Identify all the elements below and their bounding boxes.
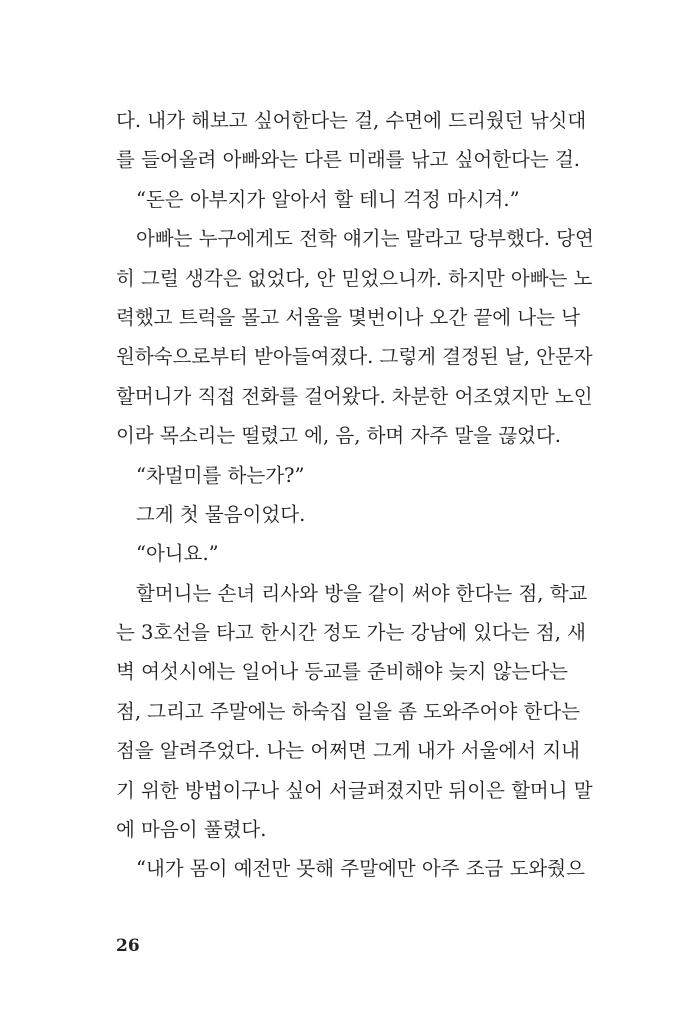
text-line: 원하숙으로부터 받아들여졌다. 그렇게 결정된 날, 안문자: [116, 345, 593, 369]
text-line: 를 들어올려 아빠와는 다른 미래를 낚고 싶어한다는 걸.: [116, 148, 581, 172]
text-line: 이라 목소리는 떨렸고 에, 음, 하며 자주 말을 끊었다.: [116, 424, 561, 448]
text-line: 점을 알려주었다. 나는 어쩌면 그게 내가 서울에서 지내: [116, 739, 581, 763]
text-line: 다. 내가 해보고 싶어한다는 걸, 수면에 드리웠던 낚싯대: [116, 109, 587, 132]
text-line: 는 3호선을 타고 한시간 정도 가는 강남에 있다는 점, 새: [116, 621, 586, 645]
text-line: 력했고 트럭을 몰고 서울을 몇번이나 오간 끝에 나는 낙: [116, 305, 581, 329]
text-line: 아빠는 누구에게도 전학 얘기는 말라고 당부했다. 당연: [136, 227, 594, 251]
text-line: 벽 여섯시에는 일어나 등교를 준비해야 늦지 않는다는: [116, 660, 568, 684]
text-line: 할머니는 손녀 리사와 방을 같이 써야 한다는 점, 학교: [136, 581, 588, 605]
text-line: 점, 그리고 주말에는 하숙집 일을 좀 도와주어야 한다는: [116, 699, 581, 723]
text-line: 그게 첫 물음이었다.: [136, 502, 306, 526]
body-text: [116, 101, 594, 889]
text-line: 히 그럴 생각은 없었다, 안 믿었으니까. 하지만 아빠는 노: [116, 266, 593, 290]
text-line: “돈은 아부지가 알아서 할 테니 걱정 마시겨.”: [136, 187, 520, 211]
text-line: “아니요.”: [136, 542, 219, 566]
text-line: 할머니가 직접 전화를 걸어왔다. 차분한 어조였지만 노인: [116, 384, 593, 408]
text-line: 에 마음이 풀렸다.: [116, 818, 267, 842]
text-line: “차멀미를 하는가?”: [136, 463, 305, 487]
page-number: 26: [116, 936, 140, 956]
text-line: “내가 몸이 예전만 못해 주말에만 아주 조금 도와줬으: [136, 857, 585, 881]
text-line: 기 위한 방법이구나 싶어 서글퍼졌지만 뒤이은 할머니 말: [116, 778, 593, 802]
